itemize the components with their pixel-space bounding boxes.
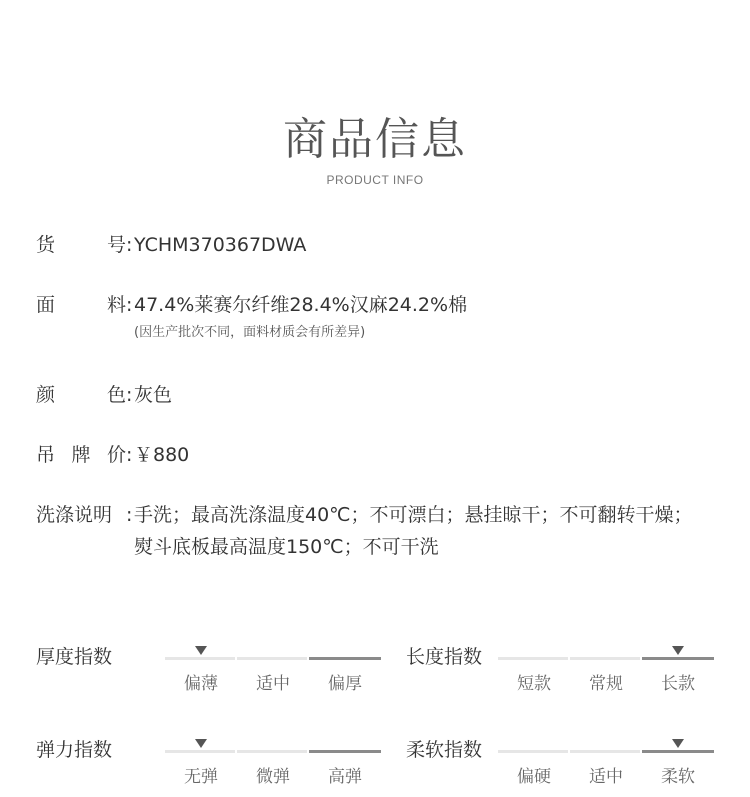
scale-segment [642,750,714,753]
scale-option: 常规 [589,674,623,694]
care-line-1: 手洗；最高洗涤温度40℃；不可漂白；悬挂晾干；不可翻转干燥； [134,504,693,526]
scale-segment [498,750,568,753]
scale-option: 微弹 [256,767,290,787]
sku-value: YCHM370367DWA [134,234,307,256]
colon: : [126,504,133,526]
scale-option: 长款 [661,674,695,694]
scale-segment [237,657,307,660]
scale-option: 偏厚 [328,674,362,694]
scale-segment [309,750,381,753]
scale-option: 偏硬 [517,767,551,787]
colon: : [126,294,133,316]
scale-marker-icon [195,646,207,655]
colon: : [126,384,133,406]
index-scale [165,644,381,704]
softness-index [406,737,736,797]
scale-segment [498,657,568,660]
length-index [406,644,736,704]
color-row [36,382,730,412]
fabric-row [36,292,730,352]
scale-option: 适中 [589,767,623,787]
index-scale [498,737,714,797]
care-line-2: 熨斗底板最高温度150℃；不可干洗 [134,536,439,558]
color-value: 灰色 [134,384,173,406]
scale-segment [309,657,381,660]
fabric-value: 47.4%莱赛尔纤维28.4%汉麻24.2%棉 [134,294,468,316]
fabric-note: (因生产批次不同，面料材质会有所差异) [134,325,366,340]
scale-option: 高弹 [328,767,362,787]
scale-segment [570,657,640,660]
scale-marker-icon [672,646,684,655]
color-label: 颜 色 [36,384,126,406]
scale-segment [570,750,640,753]
sku-label: 货 号 [36,234,126,256]
scale-option: 适中 [256,674,290,694]
scale-option: 无弹 [184,767,218,787]
thickness-index [36,644,366,704]
care-row [36,502,730,566]
scale-segment [237,750,307,753]
colon: : [126,234,133,256]
scale-segment [165,750,235,753]
scale-marker-icon [195,739,207,748]
price-label: 吊 牌 价 [36,444,126,466]
elasticity-index [36,737,366,797]
page-subtitle: PRODUCT INFO [326,173,424,187]
scale-option: 短款 [517,674,551,694]
index-label: 弹力指数 [36,739,113,761]
page-title: 商品信息 [283,114,467,165]
colon: : [126,444,133,466]
scale-marker-icon [672,739,684,748]
scale-option: 柔软 [661,767,695,787]
scale-segment [165,657,235,660]
index-scale [498,644,714,704]
index-label: 厚度指数 [36,646,113,668]
fabric-value-block [134,292,730,342]
index-scale [165,737,381,797]
fabric-label: 面 料 [36,294,126,316]
price-row [36,442,730,472]
scale-segment [642,657,714,660]
price-value: ￥880 [134,444,190,466]
index-label: 柔软指数 [406,739,483,761]
scale-option: 偏薄 [184,674,218,694]
care-value [134,499,730,563]
care-label: 洗涤说明 [36,504,113,526]
sku-row [36,232,730,262]
index-label: 长度指数 [406,646,483,668]
